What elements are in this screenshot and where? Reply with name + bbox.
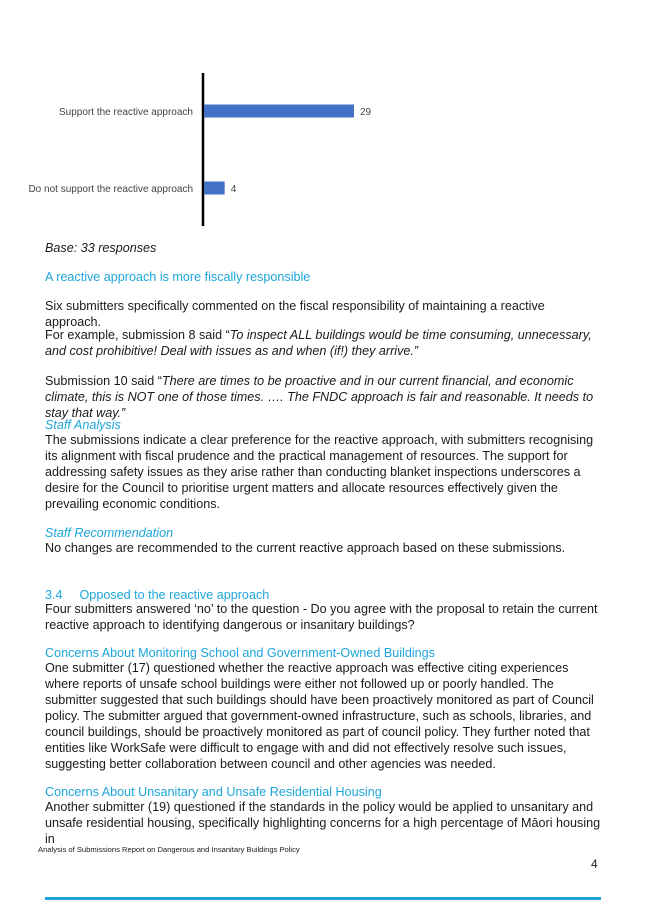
category-label-1-0: Do not support the reactive approach [28,184,193,195]
page-number: 4 [591,857,598,871]
bar-0 [204,105,354,118]
response-bar-chart [0,0,645,240]
staff-recommendation-heading: Staff Recommendation [45,526,174,540]
footer-title: Analysis of Submissions Report on Dangerous and Insanitary Buildings Policy [38,845,300,854]
bar-1 [204,182,225,195]
fiscal-heading: A reactive approach is more fiscally responsible [45,270,311,284]
submission-10-prefix: Submission 10 said “ [45,374,162,388]
bar-value-label-1: 4 [230,184,237,195]
section-number: 3.4 [45,588,63,602]
staff-analysis-paragraph: The submissions indicate a clear preference for the reactive approach, with submitters recognising its alignment with fiscal prudence and the practical management of resources. The support for addressing safety issues as they arise rather than conducting blanket inspections underscores a desire for the Council to prioritise urgent matters and allocate resources effectively given the prevailing economic conditions. [45,433,594,511]
submission-10-quote: There are times to be proactive and in our current financial, and economic climate, this is NOT one of those times. …. The FNDC approach is fair and reasonable. It needs to stay that way.” [45,374,594,420]
section-paragraph: Four submitters answered ‘no’ to the question - Do you agree with the proposal to retain the current reactive approach to identifying dangerous or insanitary buildings? [45,602,598,632]
staff-analysis-heading: Staff Analysis [45,418,121,432]
section-title: Opposed to the reactive approach [79,588,270,602]
staff-recommendation-paragraph: No changes are recommended to the current reactive approach based on these submissions. [45,541,566,555]
footer-rule [45,897,601,900]
school-buildings-heading: Concerns About Monitoring School and Government-Owned Buildings [45,646,435,660]
housing-paragraph: Another submitter (19) questioned if the standards in the policy would be applied to unsanitary and unsafe residential housing, specifically highlighting concerns for a high percentage of Māori housing in [45,800,601,846]
submission-10-paragraph [45,373,601,421]
bar-value-label-0: 29 [360,107,372,118]
school-buildings-paragraph: One submitter (17) questioned whether the reactive approach was effective citing experiences where reports of unsafe school buildings were either not followed up or poorly handled. The submitter suggested that such buildings should have been proactively monitored as part of Council policy. The submitter argued that government-owned infrastructure, such as schools, libraries, and council buildings, should be proactively monitored as part of council policy. They further noted that entities like WorkSafe were difficult to engage with and did not effectively resolve such issues, suggesting better collaboration between council and other agencies was needed. [45,661,594,771]
submission-8-quote: To inspect ALL buildings would be time consuming, unnecessary, and cost prohibitive! Deal with issues as and when (if!) they arrive.” [45,328,592,358]
submission-8-prefix: For example, submission 8 said “ [45,328,230,342]
fiscal-paragraph: Six submitters specifically commented on the fiscal responsibility of maintaining a reactive approach. [45,299,545,329]
housing-heading: Concerns About Unsanitary and Unsafe Residential Housing [45,785,382,799]
category-label-0-0: Support the reactive approach [59,107,193,118]
base-note: Base: 33 responses [45,241,157,255]
submission-8-paragraph [45,327,601,359]
